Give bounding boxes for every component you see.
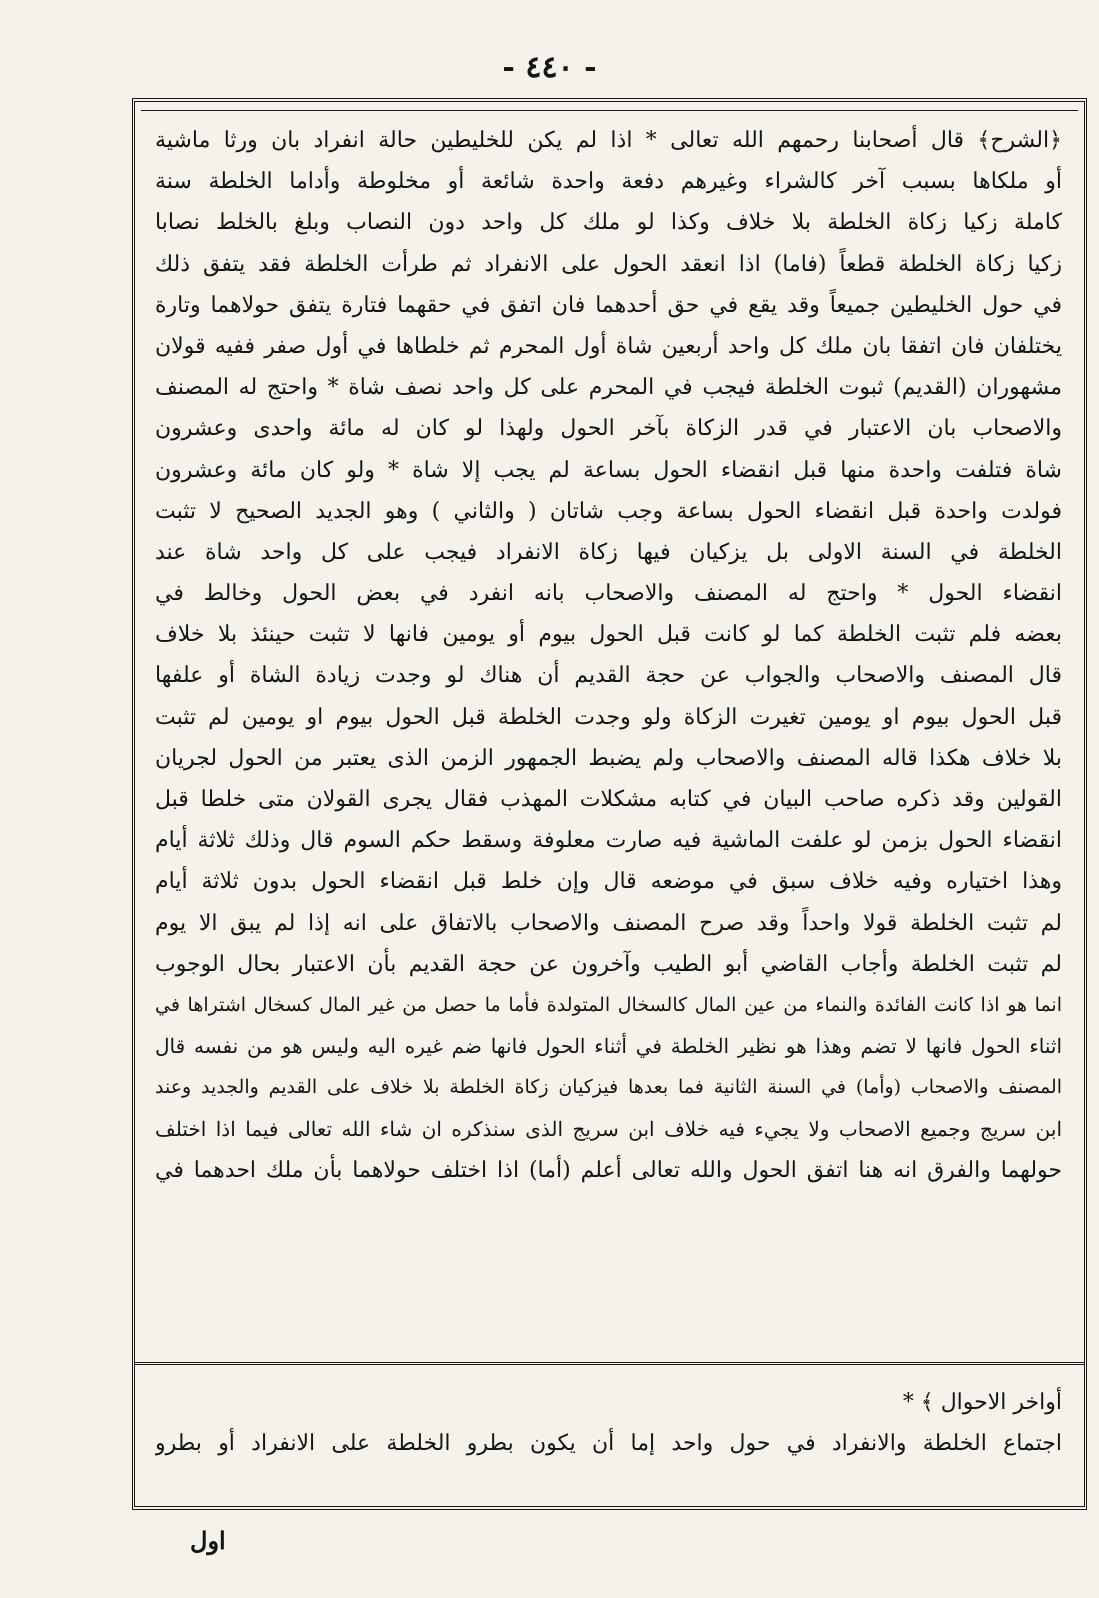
- commentary-line: يختلفان فان اتفقا بان ملك كل واحد أربعين شاة أول المحرم ثم خلطاها في أول صفر ففيه قولان: [155, 333, 1062, 359]
- commentary-line: أو ملكاها بسبب آخر كالشراء وغيرهم دفعة واحدة شائعة أو مخلوطة وأداما الخلطة سنة: [155, 169, 1062, 195]
- commentary-line: ﴿الشرح﴾ قال أصحابنا رحمهم الله تعالى * اذا لم يكن للخليطين حالة انفراد بان ورثا ماشية: [155, 128, 1062, 153]
- commentary-line: شاة فتلفت واحدة منها قبل انقضاء الحول بساعة لم يجب إلا شاة * ولو كان مائة وعشرون: [155, 457, 1062, 483]
- commentary-line: كاملة زكيا زكاة الخلطة بلا خلاف وكذا لو ملك كل واحد دون النصاب وبلغ بالخلط نصابا: [155, 210, 1062, 236]
- commentary-line: انما هو اذا كانت الفائدة والنماء من عين المال كالسخال المتولدة فأما ما حصل من غير المال كسخال اشتراها في: [155, 993, 1062, 1016]
- commentary-line: الخلطة في السنة الاولى بل يزكيان فيها زكاة الانفراد فيجب على كل واحد شاة عند: [155, 539, 1062, 565]
- main-text-line: أواخر الاحوال ﴾ *: [902, 1390, 1062, 1415]
- commentary-line: مشهوران (القديم) ثبوت الخلطة فيجب في المحرم على كل واحد نصف شاة * واحتج له المصنف: [155, 375, 1062, 401]
- commentary-line: والاصحاب بان الاعتبار في قدر الزكاة بآخر الحول ولهذا لو كان له مائة واحدى وعشرون: [155, 416, 1062, 442]
- main-text-line: اجتماع الخلطة والانفراد في حول واحد إما أن يكون بطرو الخلطة على الانفراد أو بطرو: [155, 1431, 1062, 1457]
- main-text-block: [155, 1382, 1062, 1464]
- page-number: - ٤٤٠ -: [502, 50, 597, 85]
- commentary-line: انقضاء الحول بزمن لو علفت الماشية فيه صارت معلوفة وسقط حكم السوم قال وذلك ثلاثة أيام: [155, 828, 1062, 854]
- commentary-line: ابن سريج وجميع الاصحاب ولا يجيء فيه خلاف ابن سريج الذى سنذكره ان شاء الله تعالى فيما اذا اختلف: [155, 1116, 1062, 1141]
- page-frame: [132, 98, 1087, 1510]
- commentary-line: بلا خلاف هكذا قاله المصنف والاصحاب ولم يضبط الجمهور الزمن الذى يعتبر من الحول لجريان: [155, 745, 1062, 771]
- section-divider: [135, 1362, 1084, 1365]
- commentary-line: في حول الخليطين جميعاً وقد يقع في حق أحدهما فان اتفق في حقهما فتارة يتفق حولاهما وتارة: [155, 292, 1062, 318]
- commentary-line: فولدت واحدة قبل انقضاء الحول بساعة وجب شاتان ( والثاني ) وهو الجديد الصحيح لا تثبت: [155, 498, 1062, 524]
- commentary-line: المصنف والاصحاب (وأما) في السنة الثانية فما بعدها فيزكيان زكاة الخلطة بلا خلاف على القديم والجديد وعند: [155, 1076, 1062, 1099]
- commentary-line: زكيا زكاة الخلطة قطعاً (فاما) اذا انعقد الحول على الانفراد ثم طرأت الخلطة فقد يتفق ذلك: [155, 251, 1062, 277]
- commentary-line: بعضه فلم تثبت الخلطة كما لو كانت قبل الحول بيوم أو يومين فانها لا تثبت حينئذ بلا خلاف: [155, 622, 1062, 648]
- commentary-line: قال المصنف والاصحاب والجواب عن حجة القديم أن هناك لو وجدت زيادة الشاة أو علفها: [155, 663, 1062, 689]
- commentary-line: وهذا اختياره وفيه خلاف سبق في موضعه قال وإن خلط قبل انقضاء الحول بدون ثلاثة أيام: [155, 869, 1062, 895]
- commentary-line: حولهما والفرق انه هنا اتفق الحول والله تعالى أعلم (أما) اذا اختلف حولاهما بأن ملك احدهما في: [155, 1157, 1062, 1183]
- commentary-line: لم تثبت الخلطة وأجاب القاضي أبو الطيب وآخرون عن حجة القديم بأن الاعتبار بحال الوجوب: [155, 951, 1062, 977]
- frame-top-rule: [141, 110, 1078, 111]
- commentary-line: انقضاء الحول * واحتج له المصنف والاصحاب بانه انفرد في بعض الحول وخالط في: [155, 581, 1062, 607]
- commentary-line: لم تثبت الخلطة قولا واحداً وقد صرح المصنف والاصحاب بالاتفاق على انه إذا لم يبق الا يوم: [155, 910, 1062, 936]
- catchword: اول: [190, 1526, 226, 1555]
- commentary-line: قبل الحول بيوم او يومين تغيرت الزكاة ولو وجدت الخلطة قبل الحول بيوم او يومين لم تثبت: [155, 704, 1062, 730]
- commentary-line: القولين وقد ذكره صاحب البيان في كتابه مشكلات المهذب فقال يجرى القولان متى خلطا قبل: [155, 787, 1062, 812]
- commentary-line: اثناء الحول فانها لا تضم وهذا هو نظير الخلطة في أثناء الحول فانها ضم غيره اليه وليس هو من نفسه قال: [155, 1034, 1062, 1059]
- commentary-block: [155, 120, 1062, 1191]
